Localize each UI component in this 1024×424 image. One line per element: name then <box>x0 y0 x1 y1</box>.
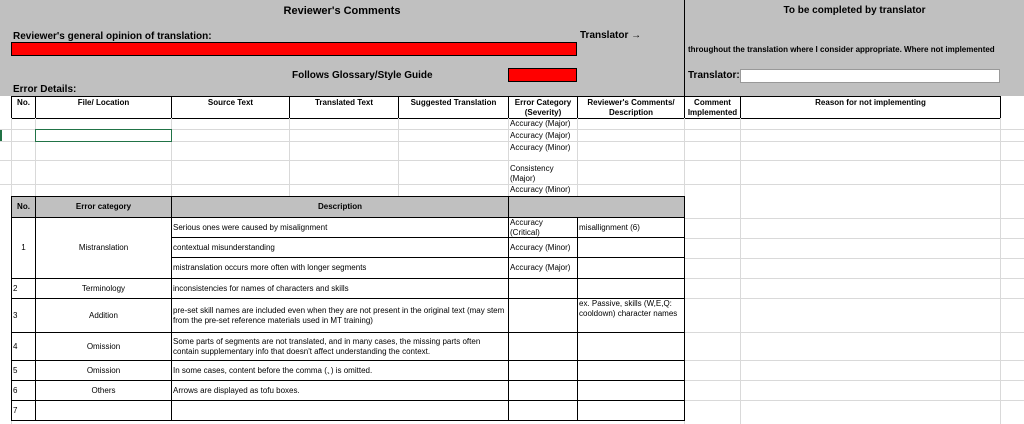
col-header-suggested: Suggested Translation <box>410 98 497 107</box>
category-description[interactable]: In some cases, content before the comma (、) is omitted. <box>173 365 373 375</box>
category-description[interactable]: Arrows are displayed as tofu boxes. <box>173 385 300 395</box>
category-name[interactable]: Addition <box>89 310 118 320</box>
category-header-no: No. <box>17 202 30 211</box>
category-row-no[interactable]: 7 <box>13 405 18 415</box>
reviewer-comments-title: Reviewer's Comments <box>283 5 401 17</box>
col-header-comments: Reviewer's Comments/ Description <box>587 98 675 117</box>
error-category-cell[interactable]: Accuracy (Minor) <box>510 185 571 194</box>
general-opinion-label: Reviewer's general opinion of translation: <box>13 31 212 42</box>
col-header-implemented: Comment Implemented <box>687 98 738 117</box>
error-header-top-border <box>11 96 1001 97</box>
col-header-translated: Translated Text <box>314 98 374 107</box>
error-category-cell[interactable]: Consistency (Major) <box>510 164 554 183</box>
error-details-label: Error Details: <box>13 84 77 95</box>
category-row-no[interactable]: 1 <box>21 243 26 252</box>
category-name[interactable]: Terminology <box>81 283 126 293</box>
category-name[interactable]: Omission <box>86 341 121 351</box>
category-name[interactable]: Omission <box>86 365 121 375</box>
side-error-category[interactable]: Accuracy (Critical) <box>510 217 543 237</box>
category-row-no[interactable]: 4 <box>13 341 18 351</box>
col-header-source: Source Text <box>207 98 254 107</box>
category-header-category: Error category <box>75 202 132 211</box>
category-description[interactable]: inconsistencies for names of characters and skills <box>173 283 349 293</box>
category-name[interactable]: Others <box>91 385 116 395</box>
category-description[interactable]: mistranslation occurs more often with longer segments <box>173 263 367 272</box>
category-name[interactable] <box>36 401 171 420</box>
error-category-cell[interactable]: Accuracy (Minor) <box>510 143 571 152</box>
glossary-field[interactable] <box>508 68 577 82</box>
col-header-reason: Reason for not implementing <box>815 98 926 107</box>
translator-panel-title: To be completed by translator <box>783 5 926 16</box>
category-description[interactable]: contextual misunderstanding <box>173 242 275 252</box>
selected-cell[interactable] <box>35 129 172 142</box>
category-description[interactable]: Serious ones were caused by misalignment <box>173 222 328 232</box>
side-error-category[interactable]: Accuracy (Major) <box>510 263 571 272</box>
translator-note: throughout the translation where I consider appropriate. Where not implemented <box>688 45 995 54</box>
translator-label: Translator: <box>688 70 740 81</box>
col-header-category: Error Category (Severity) <box>514 98 572 117</box>
category-row-no[interactable]: 2 <box>13 283 18 293</box>
general-opinion-field[interactable] <box>11 42 577 56</box>
category-header-description: Description <box>317 202 362 211</box>
col-header-no: No. <box>17 98 30 107</box>
category-description[interactable]: Some parts of segments are not translated, and in many cases, the missing parts often contain supplementary info that doesn't affect understanding the context. <box>173 336 481 356</box>
error-category-cell[interactable]: Accuracy (Major) <box>510 119 571 128</box>
side-error-category[interactable]: Accuracy (Minor) <box>510 242 571 252</box>
translator-arrow-label: Translator → <box>580 30 642 41</box>
col-header-file: File/ Location <box>77 98 130 107</box>
glossary-label: Follows Glossary/Style Guide <box>292 70 433 81</box>
translator-name-input[interactable] <box>740 69 1000 83</box>
row-indicator <box>0 130 2 141</box>
error-header-bottom-border <box>11 118 1001 119</box>
category-name[interactable]: Mistranslation <box>78 243 129 252</box>
category-row-no[interactable]: 6 <box>13 385 18 395</box>
category-row-no[interactable]: 5 <box>13 365 18 375</box>
category-row-no[interactable]: 3 <box>13 310 18 320</box>
side-comment[interactable]: misallignment (6) <box>579 222 640 232</box>
error-category-cell[interactable]: Accuracy (Major) <box>510 131 571 140</box>
side-comment[interactable]: ex. Passive, skills (W,E,Q: cooldown) character names <box>579 299 678 318</box>
category-description[interactable]: pre-set skill names are included even when they are not present in the original text (may stem from the pre-set reference materials used in MT training) <box>173 305 505 325</box>
